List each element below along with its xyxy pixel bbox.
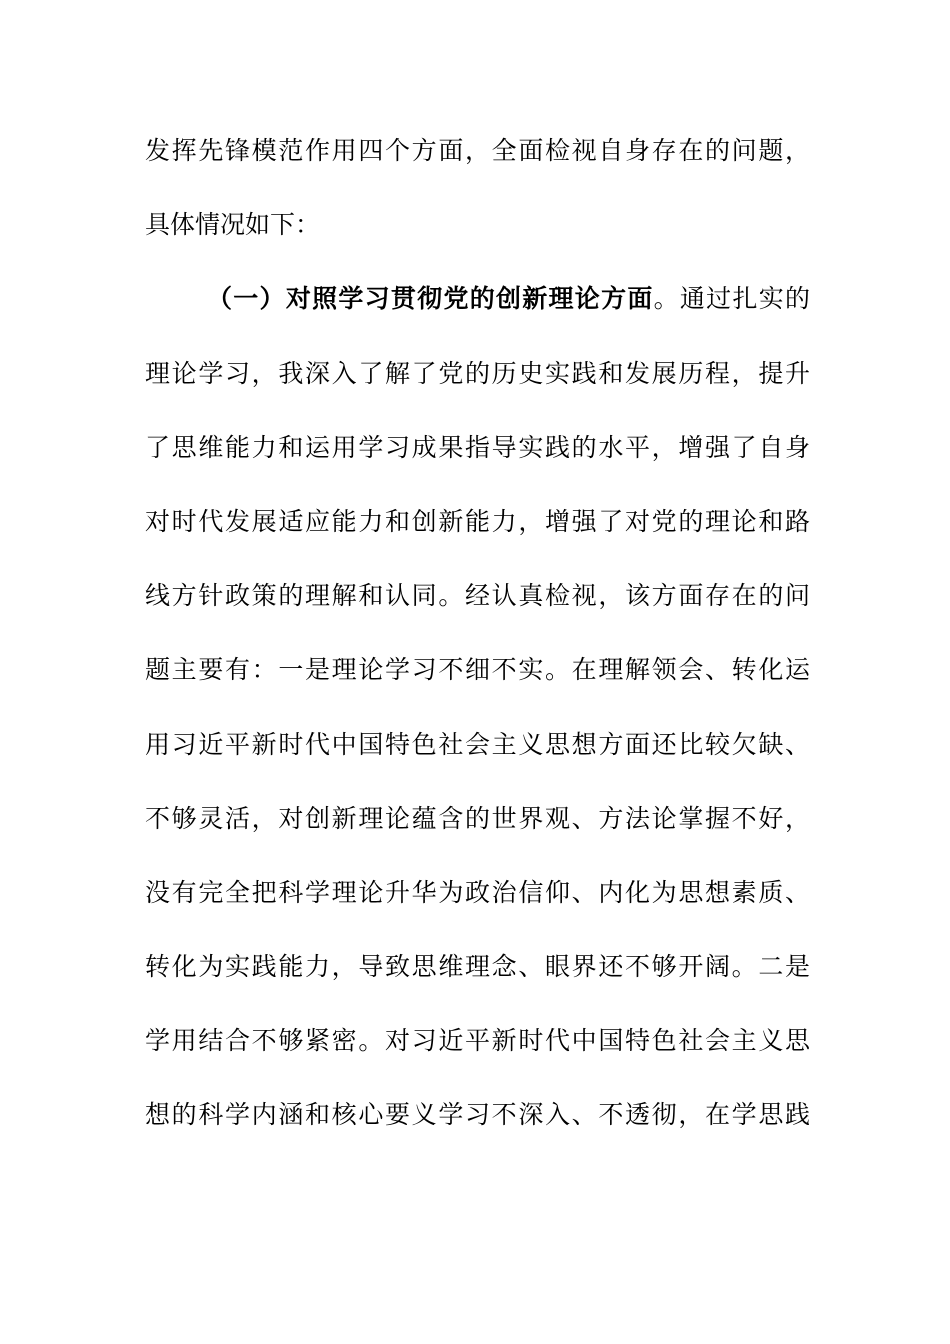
text-line-14: 想的科学内涵和核心要义学习不深入、不透彻，在学思践 [145, 1100, 810, 1130]
text-line-5: 了思维能力和运用学习成果指导实践的水平，增强了自身 [145, 432, 810, 462]
section-heading: （一）对照学习贯彻党的创新理论方面 [207, 284, 654, 314]
text-line-12: 转化为实践能力，导致思维理念、眼界还不够开阔。二是 [145, 952, 810, 982]
section-heading-line [145, 262, 810, 336]
text-line-1: 发挥先锋模范作用四个方面，全面检视自身存在的问题， [145, 136, 810, 165]
text-line-10: 不够灵活，对创新理论蕴含的世界观、方法论掌握不好， [145, 803, 810, 833]
text-line-8: 题主要有：一是理论学习不细不实。在理解领会、转化运 [145, 655, 810, 685]
section-heading-tail: 。通过扎实的 [653, 284, 810, 314]
text-line-2: 具体情况如下： [145, 210, 321, 240]
text-line-9: 用习近平新时代中国特色社会主义思想方面还比较欠缺、 [145, 729, 810, 759]
text-line-13: 学用结合不够紧密。对习近平新时代中国特色社会主义思 [145, 1026, 810, 1056]
text-line-7: 线方针政策的理解和认同。经认真检视，该方面存在的问 [145, 581, 810, 611]
text-line-11: 没有完全把科学理论升华为政治信仰、内化为思想素质、 [145, 877, 810, 907]
text-line-4: 理论学习，我深入了解了党的历史实践和发展历程，提升 [145, 358, 810, 388]
body-text [145, 114, 810, 1153]
text-line-6: 对时代发展适应能力和创新能力，增强了对党的理论和路 [145, 506, 810, 536]
